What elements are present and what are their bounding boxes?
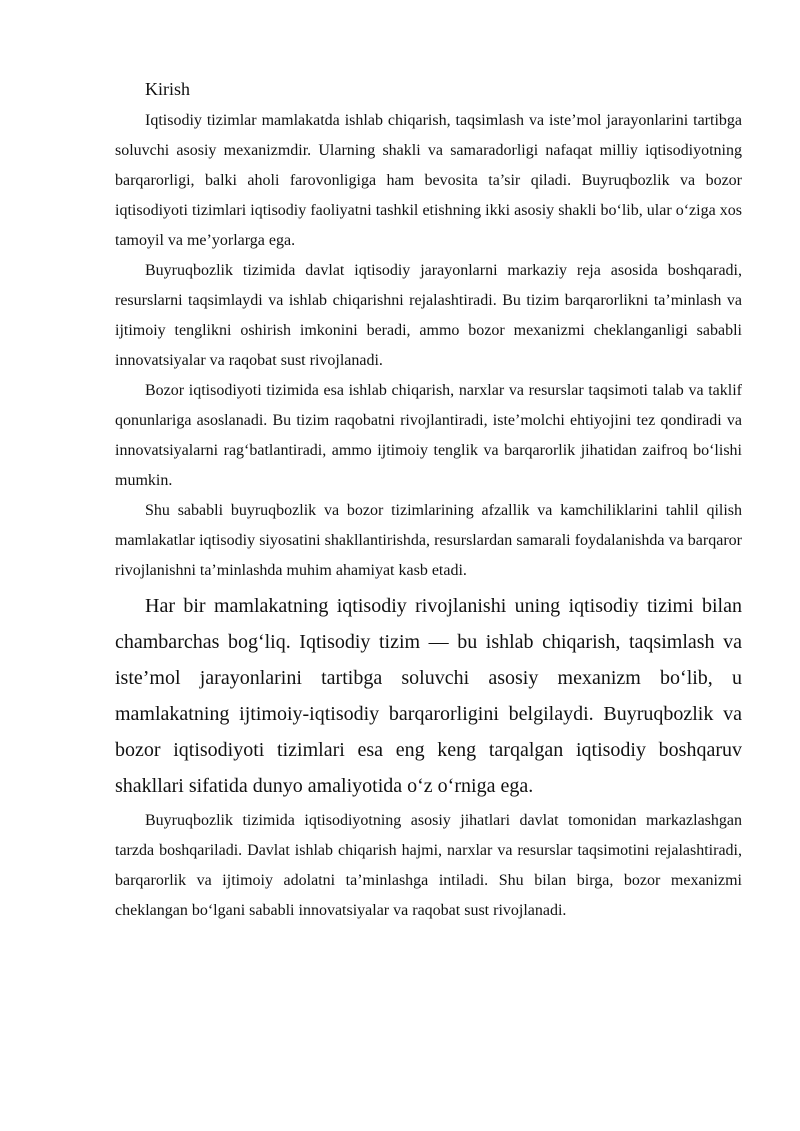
paragraph-command-details: Buyruqbozlik tizimida iqtisodiyotning asosiy jihatlari davlat tomonidan markazlashgan tarzda boshqariladi. Davlat ishlab chiqarish hajmi, narxlar va resurslar taqsimotini rejalashtiradi, barqarorlik va ijtimoiy adolatni ta’minlashga intiladi. Shu bilan birga, bozor mexanizmi cheklangan bo‘lgani sababli innovatsiyalar va raqobat sust rivojlanadi. xyxy=(115,812,742,919)
paragraph-command-economy: Buyruqbozlik tizimida davlat iqtisodiy jarayonlarni markaziy reja asosida boshqaradi, resurslarni taqsimlaydi va ishlab chiqarishni rejalashtiradi. Bu tizim barqarorlikni ta’minlash va ijtimoiy tenglikni oshirish imkonini beradi, ammo bozor mexanizmi cheklanganligi sababli innovatsiyalar va raqobat sust rivojlanadi. xyxy=(115,262,742,369)
paragraph-market-economy: Bozor iqtisodiyoti tizimida esa ishlab chiqarish, narxlar va resurslar taqsimoti talab va taklif qonunlariga asoslanadi. Bu tizim raqobatni rivojlantiradi, iste’molchi ehtiyojini tez qondiradi va innovatsiyalarni rag‘batlantiradi, ammo ijtimoiy tenglik va barqarorlik jihatidan zaifroq bo‘lishi mumkin. xyxy=(115,382,742,489)
paragraph-conclusion: Shu sababli buyruqbozlik va bozor tizimlarining afzallik va kamchiliklarini tahlil qilish mamlakatlar iqtisodiy siyosatini shakllantirishda, resurslardan samarali foydalanishda va barqaror rivojlanishni ta’minlashda muhim ahamiyat kasb etadi. xyxy=(115,502,742,579)
paragraph-intro: Iqtisodiy tizimlar mamlakatda ishlab chiqarish, taqsimlash va iste’mol jarayonlarini tartibga soluvchi asosiy mexanizmdir. Ularning shakli va samaradorligi nafaqat milliy iqtisodiyotning barqarorligi, balki aholi farovonligiga ham bevosita ta’sir qiladi. Buyruqbozlik va bozor iqtisodiyoti tizimlari iqtisodiy faoliyatni tashkil etishning ikki asosiy shakli bo‘lib, ular o‘ziga xos tamoyil va me’yorlarga ega. xyxy=(115,112,742,249)
section-heading: Kirish xyxy=(145,79,190,99)
document-page xyxy=(115,74,742,926)
paragraph-economic-system: Har bir mamlakatning iqtisodiy rivojlanishi uning iqtisodiy tizimi bilan chambarchas bog‘liq. Iqtisodiy tizim — bu ishlab chiqarish, taqsimlash va iste’mol jarayonlarini tartibga soluvchi asosiy mexanizm bo‘lib, u mamlakatning ijtimoiy-iqtisodiy barqarorligini belgilaydi. Buyruqbozlik va bozor iqtisodiyoti tizimlari esa eng keng tarqalgan iqtisodiy boshqaruv shakllari sifatida dunyo amaliyotida o‘z o‘rniga ega. xyxy=(115,595,742,797)
